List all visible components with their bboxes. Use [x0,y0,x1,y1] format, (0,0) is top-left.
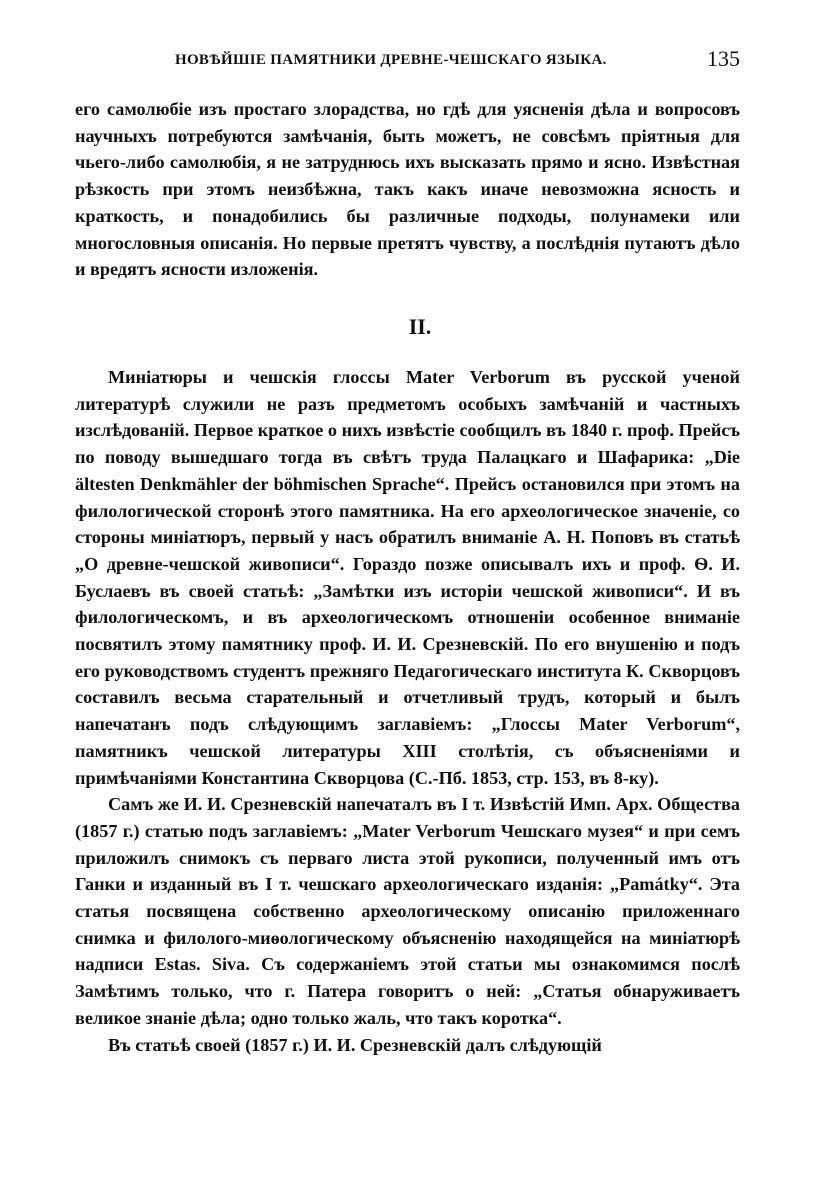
page-header [175,46,740,76]
running-title: НОВѢЙШІЕ ПАМЯТНИКИ ДРЕВНЕ-ЧЕШСКАГО ЯЗЫКА. [175,52,607,68]
intro-paragraph: его самолюбіе изъ простаго злорадства, но гдѣ для уясненія дѣла и вопросовъ научныхъ потребуются замѣчанія, быть можетъ, не совсѣмъ пріятныя для чьего-либо самолюбія, я не затруднюсь ихъ высказать прямо и ясно. Извѣстная рѣзкость при этомъ неизбѣжна, такъ какъ иначе невозможна ясность и краткость, и понадобились бы различные подходы, полунамеки или многословныя описанія. Но первые претятъ чувству, а послѣднія путаютъ дѣло и вредятъ ясности изложенія. [75,99,740,280]
section-paragraph-2: Самъ же И. И. Срезневскій напечаталъ въ I т. Извѣстій Имп. Арх. Общества (1857 г.) статью подъ заглавіемъ: „Mater Verborum Чешскаго музея“ и при семъ приложилъ снимокъ съ перваго листа этой рукописи, полученный имъ отъ Ганки и изданный въ I т. чешскаго археологическаго изданія: „Památky“. Эта статья посвящена собственно археологическому описанію приложеннаго снимка и филолого-миѳологическому объясненію находящейся на миніатюрѣ надписи Estas. Siva. Съ содержаніемъ этой статьи мы ознакомимся послѣ Замѣтимъ только, что г. Патера говоритъ о ней: „Статья обнаруживаетъ великое знаніе дѣла; одно только жаль, что такъ коротка“. [75,794,740,1028]
section-number: II. [408,314,432,339]
section-text [75,364,740,1058]
page-number: 135 [707,46,740,71]
section-paragraph-3: Въ статьѣ своей (1857 г.) И. И. Срезневскій далъ слѣдующій [108,1034,602,1055]
section-paragraph-1: Миніатюры и чешскія глоссы Mater Verborum въ русской ученой литературѣ служили не разъ предметомъ особыхъ замѣчаній и частныхъ изслѣдованій. Первое краткое о нихъ извѣстіе сообщилъ въ 1840 г. проф. Прейсъ по поводу вышедшаго тогда въ свѣтъ труда Палацкаго и Шафарика: „Die ältesten Denkmähler der böhmischen Sprache“. Прейсъ остановился при этомъ на филологической сторонѣ этого памятника. На его археологическое значеніе, со стороны миніатюръ, первый у насъ обратилъ вниманіе А. Н. Поповъ въ статьѣ „О древне-чешской живописи“. Гораздо позже описывалъ ихъ и проф. Ѳ. И. Буслаевъ въ своей статьѣ: „Замѣтки изъ исторіи чешской живописи“. И въ филологическомъ, и въ археологическомъ отношеніи особенное вниманіе посвятилъ этому памятнику проф. И. И. Срезневскій. По его внушенію и подъ его руководствомъ студентъ прежняго Педагогическаго института К. Скворцовъ составилъ весьма старательный и отчетливый трудъ, который и былъ напечатанъ подъ слѣдующимъ заглавіемъ: „Глоссы Mater Verborum“, памятникъ чешской литературы XIII столѣтія, съ объясненіями и примѣчаніями Константина Скворцова (С.-Пб. 1853, стр. 153, въ 8-ку). [75,367,740,788]
intro-text [75,96,740,283]
